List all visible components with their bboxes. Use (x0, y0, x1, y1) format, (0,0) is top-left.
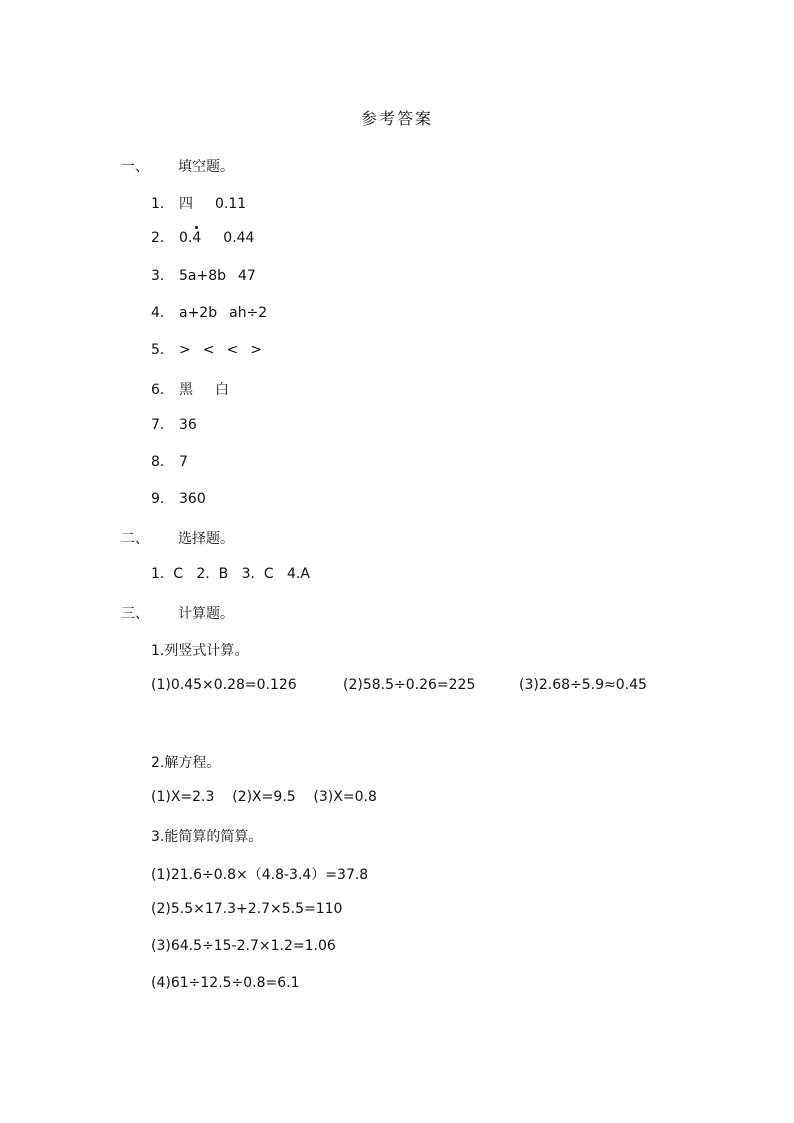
section-1-title: 填空题。 (178, 159, 234, 175)
fill-item-2 (151, 230, 254, 246)
fill-item-6 (151, 379, 229, 399)
simple-calc-title: 3.能简算的简算。 (151, 829, 263, 845)
simple-calc-2: (2)5.5×17.3+2.7×5.5=110 (151, 901, 343, 917)
answer: 黑 (179, 382, 193, 398)
fill-item-9 (151, 491, 206, 507)
answer: < (202, 342, 215, 358)
simple-calc-4: (4)61÷12.5÷0.8=6.1 (151, 975, 300, 991)
item-number: 1. (151, 196, 165, 212)
answer: a+2b (179, 305, 218, 321)
answer: 47 (238, 268, 256, 284)
item-number: 6. (151, 382, 165, 398)
answer: 0.11 (215, 196, 247, 212)
simple-calc-1: (1)21.6÷0.8×（4.8-3.4）=37.8 (151, 867, 369, 883)
answer: 白 (215, 382, 229, 398)
fill-item-1 (151, 193, 246, 213)
answer: > (179, 342, 191, 358)
equation-title: 2.解方程。 (151, 755, 221, 771)
answer: 四 (179, 196, 193, 212)
repeating-digit: 4 (192, 230, 202, 246)
section-3-title: 计算题。 (178, 606, 234, 622)
item-number: 4. (151, 305, 165, 321)
vertical-calc-answers (151, 677, 711, 697)
answer: 360 (179, 491, 206, 507)
vertical-calc-1: (1)0.45×0.28=0.126 (151, 677, 297, 693)
fill-item-4 (151, 305, 267, 321)
answer: > (250, 342, 262, 358)
vertical-calc-title: 1.列竖式计算。 (151, 643, 249, 659)
fill-item-7 (151, 417, 197, 433)
answer: 36 (179, 417, 197, 433)
choice-answers: 1. C 2. B 3. C 4.A (151, 566, 310, 582)
item-number: 9. (151, 491, 165, 507)
fill-item-5 (151, 342, 262, 358)
vertical-calc-2: (2)58.5÷0.26=225 (343, 677, 476, 693)
item-number: 3. (151, 268, 165, 284)
section-2-title: 选择题。 (178, 531, 234, 547)
answer: < (226, 342, 239, 358)
answer: ah÷2 (229, 305, 268, 321)
simple-calc-3: (3)64.5÷15-2.7×1.2=1.06 (151, 938, 336, 954)
fill-item-3 (151, 268, 256, 284)
item-number: 8. (151, 454, 165, 470)
answer: 7 (179, 454, 188, 470)
fill-item-8 (151, 454, 188, 470)
item-number: 7. (151, 417, 165, 433)
section-1-number: 一、 (121, 159, 149, 175)
item-number: 2. (151, 230, 165, 246)
answer: 0.44 (223, 230, 255, 246)
section-3-number: 三、 (121, 606, 149, 622)
answer: 5a+8b (179, 268, 227, 284)
vertical-calc-3: (3)2.68÷5.9≈0.45 (519, 677, 647, 693)
page-title: 参考答案 (360, 109, 433, 128)
section-2-number: 二、 (121, 531, 149, 547)
equation-answers: (1)X=2.3 (2)X=9.5 (3)X=0.8 (151, 789, 377, 805)
answer-prefix: 0. (179, 230, 193, 246)
item-number: 5. (151, 342, 165, 358)
